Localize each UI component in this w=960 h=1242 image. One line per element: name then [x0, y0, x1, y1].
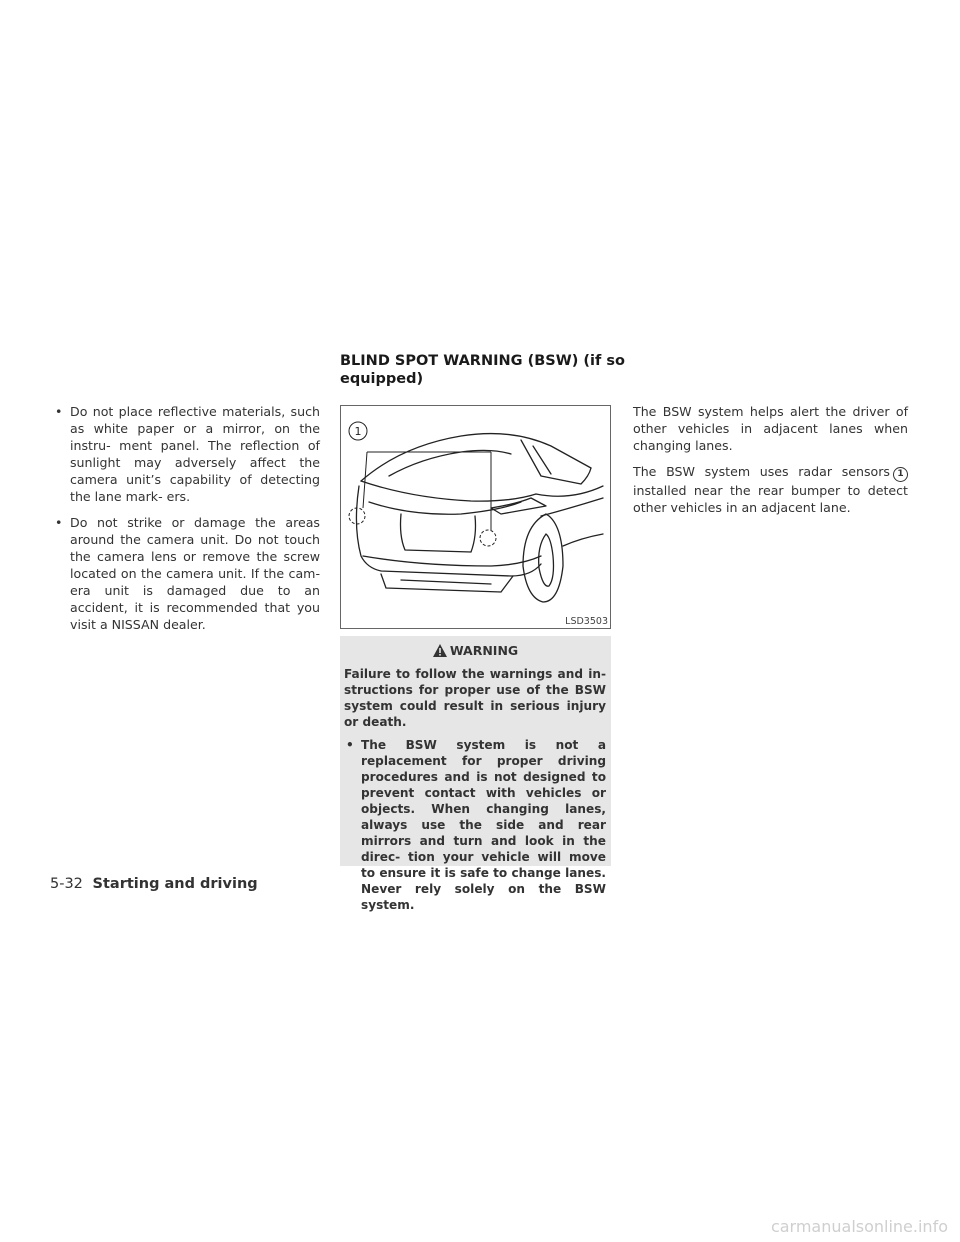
bsw-figure — [340, 405, 611, 629]
warning-bullet-text: The BSW system is not a replacement for proper driving procedures and is not designed to prevent contact with vehicles or objects. When changing lanes, always use the side and rear mirrors and turn and look in the direc- tion your vehicle will move to ensure it is safe to change lanes. Never rely solely on the BSW system. — [361, 738, 606, 912]
warning-intro: Failure to follow the warnings and in- structions for proper use of the BSW system could result in serious injury or death. — [344, 667, 606, 729]
page-number: 5-32 — [50, 876, 83, 892]
watermark: carmanualsonline.info — [770, 1217, 948, 1236]
sensor-text-before: The BSW system uses radar sensors — [633, 464, 890, 479]
warning-heading — [344, 642, 606, 660]
bullet-text: Do not strike or damage the areas around the camera unit. Do not touch the camera lens or remove the screw located on the camera unit. If the cam- era unit is damaged due to an accident, it is recommended that you visit a NISSAN dealer. — [70, 515, 320, 632]
sensor-text-after: installed near the rear bumper to detect other vehicles in an adjacent lane. — [633, 483, 908, 515]
warning-bullet — [344, 737, 606, 913]
figure-callout-1: 1 — [354, 425, 362, 438]
bullet-dot: • — [55, 515, 63, 530]
warning-box — [340, 636, 611, 912]
bullet-camera-damage — [50, 514, 320, 633]
warning-triangle-icon — [432, 643, 448, 658]
bullet-dot: • — [55, 404, 63, 419]
right-column — [633, 403, 908, 525]
chapter-title: Starting and driving — [92, 876, 258, 892]
section-title: BLIND SPOT WARNING (BSW) (if so equipped) — [340, 353, 625, 387]
car-rear-illustration — [341, 406, 610, 628]
bullet-reflective-materials — [50, 403, 320, 505]
figure-code: LSD3503 — [565, 616, 608, 627]
callout-marker-1: 1 — [893, 467, 908, 482]
bsw-sensor-paragraph — [633, 463, 908, 516]
bullet-dot: • — [346, 738, 354, 752]
bullet-text: Do not place reflective materials, such as white paper or a mirror, on the instru- ment panel. The reflection of sunlight may adversely affect the camera unit’s capability of detecting the lane mark- ers. — [70, 404, 320, 504]
page-footer — [50, 876, 258, 892]
left-column — [50, 403, 320, 642]
warning-heading-text: WARNING — [449, 643, 519, 658]
bsw-intro-paragraph: The BSW system helps alert the driver of other vehicles in adjacent lanes when changing lanes. — [633, 404, 908, 453]
